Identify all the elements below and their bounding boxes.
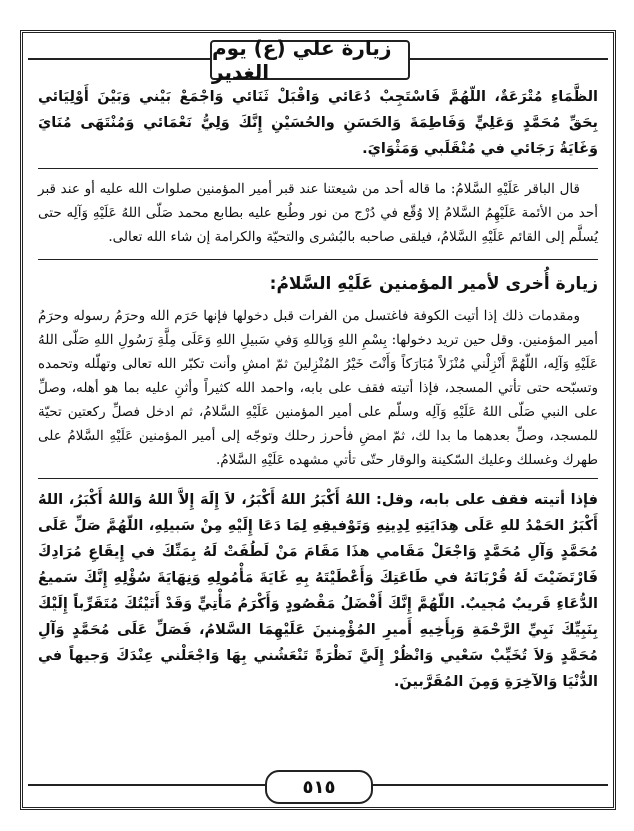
page-content — [38, 84, 598, 701]
page-header — [210, 36, 410, 84]
bottom-passage: فإذا أتيته فقف على بابه، وقل: اللهُ أَكْبَرُ اللهُ أَكْبَرُ، لاَ إِلَهَ إِلاَّ اللهُ وَاللهُ أَكْبَرُ، اللهُ أَكْبَرُ الحَمْدُ للهِ عَلَى هِدَايَتِهِ لِدِينِهِ وَتَوْفيقِهِ لِمَا دَعَا إِلَيْهِ مِنْ سَبيلِهِ، اللّهُمَّ صَلِّ عَلَى مُحَمَّدٍ وَآلِ مُحَمَّدٍ وَاجْعَلْ مَقَامي هذَا مَقَامَ مَنْ لَطُفَتْ لَهُ بِمَنِّكَ في إِيقَاعِ مُرَادِكَ فَارْتَضَيْتَ لَهُ قُرْبَانَهُ في طَاعَتِكَ وَأَعْطَيْتَهُ بِهِ غَايَةَ مَأْمُولِهِ وَنِهَايَةَ سُؤْلِهِ إِنَّكَ سَميعُ الدُّعَاءِ قَريبٌ مُجيبٌ. اللّهُمَّ إِنَّكَ أَفْضَلُ مَقْصُودٍ وَأَكْرَمُ مَأْتِيٍّ وَقَدْ أَتَيْتُكَ مُتَقَرِّباً إِلَيْكَ بِنَبِيِّكَ نَبِيِّ الرَّحْمَةِ وَبِأَخِيهِ أَميرِ المُؤْمِنينَ عَلَيْهِمَا السَّلامُ، فَصَلِّ عَلَى مُحَمَّدٍ وَآلِ مُحَمَّدٍ وَلاَ تُخَيِّبْ سَعْيي وَانْظُرْ إِلَيَّ نَظْرَةً تَنْعَشُني بِهَا وَاجْعَلْني عِنْدَكَ وَجيهاً في الدُّنْيَا وَالآخِرَةِ وَمِنَ المُقَرَّبينَ. — [38, 492, 598, 690]
section-divider — [38, 259, 598, 260]
footer-rule-left — [28, 784, 265, 786]
header-rule-right — [406, 58, 608, 60]
divider — [38, 478, 598, 479]
top-passage: الظَّمَاءِ مُتْرَعَةٌ، اللّهُمَّ فَاسْتَجِبْ دُعَائي وَاقْبَلْ ثَنَائي وَاجْمَعْ بَيْني وَبَيْنَ أَوْلِيَائي بِحَقِّ مُحَمَّدٍ وَعَلِيٍّ وَفَاطِمَةَ وَالحَسَنِ والحُسَيْنِ إِنَّكَ وَلِيُّ نَعْمَائي وَمُنْتَهَى مُنَايَ وَغَايَةُ رَجَائي في مُنْقَلَبي وَمَثْوَايَ. — [38, 89, 598, 157]
footer-rule-right — [369, 784, 608, 786]
page-number: ٥١٥ — [302, 776, 336, 798]
divider — [38, 168, 598, 169]
body-paragraph: ومقدمات ذلك إذا أتيت الكوفة فاغتسل من الفرات قبل دخولها فإنها حَرَم الله وحرَمُ رسوله وحرَمُ أمير المؤمنين. وقل حين تريد دخولها: بِسْمِ اللهِ وَبِاللهِ وَفي سَبيلِ اللهِ وَعَلَى مِلَّةِ رَسُولِ اللهِ صَلّى اللهُ عَلَيْهِ وَآلِه، اللّهُمَّ أَنْزِلْني مُنْزَلاً مُبَارَكاً وَأَنْتَ خَيْرُ المُنْزِلينَ ثمّ امشِ وأنت تكبّر الله تعالى وتهلّله وتحمده وتسبّحه حتى تأتي المسجد، فإذا أتيته فقف على بابه، واحمد الله كثيراً وأثنِ عليه بما هو أهله، وصلِّ على النبي صَلّى اللهُ عَلَيْهِ وَآلِه وسلّم على أمير المؤمنين عَلَيْهِ السَّلامُ، ثم ادخل فصلِّ ركعتين تحيّة للمسجد، وصلِّ بعدهما ما بدا لك، ثمّ امضِ فأحرز رحلك وتوجّه إلى أمير المؤمنين عَلَيْهِ السَّلامُ على طهرك وغسلك وعليك السّكينة والوقار حتّى تأتي مشهده عَلَيْهِ السَّلامُ. — [38, 308, 598, 468]
baqir-paragraph: قال الباقر عَلَيْهِ السَّلامُ: ما قاله أحد من شيعتنا عند قبر أمير المؤمنين صلوات الله عليه أو عند قبر أحد من الأئمة عَلَيْهِمُ السَّلامُ إلا وُقّع في دُرْج من نور وطُبع عليه بطابع محمد صَلّى اللهُ عَلَيْهِ وَآلِه حتى يُسلَّم إلى القائم عَلَيْهِ السَّلامُ، فيلقى صاحبه بالبُشرى والتحيّة والكرامة إن شاء الله تعالى. — [38, 181, 598, 245]
page-header-title: زيارة علي (ع) يوم الغدير — [212, 36, 392, 84]
section-title: زيارة أُخرى لأمير المؤمنين عَلَيْهِ السَّلامُ: — [269, 274, 598, 294]
header-rule-left — [28, 58, 210, 60]
page-number-badge — [265, 770, 373, 804]
